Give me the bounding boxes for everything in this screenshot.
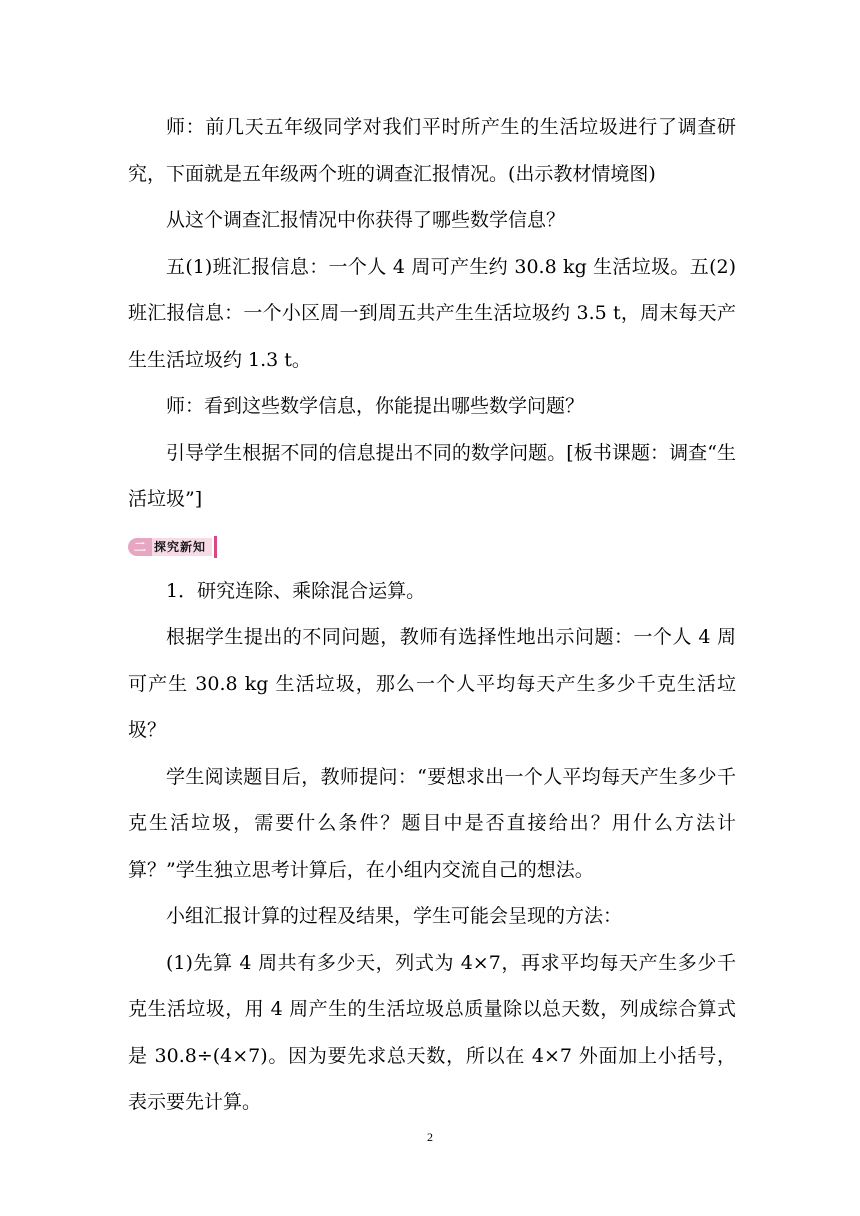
page-number: 2 [427, 1130, 433, 1144]
paragraph: 根据学生提出的不同问题，教师有选择性地出示问题：一个人 4 周可产生 30.8 kg 生活垃圾，那么一个人平均每天产生多少千克生活垃圾？ [128, 626, 736, 741]
paragraph: 小组汇报计算的过程及结果，学生可能会呈现的方法： [166, 905, 623, 927]
paragraph: 师：前几天五年级同学对我们平时所产生的生活垃圾进行了调查研究，下面就是五年级两个班的调查汇报情况。(出示教材情境图) [128, 116, 736, 185]
paragraph: 引导学生根据不同的信息提出不同的数学问题。[板书课题：调查“生活垃圾”] [128, 441, 736, 510]
paragraph: 五(1)班汇报信息：一个人 4 周可产生约 30.8 kg 生活垃圾。五(2)班汇报信息：一个小区周一到周五共产生生活垃圾约 3.5 t，周末每天产生生活垃圾约 1.3 t。 [128, 255, 736, 371]
paragraph: 学生阅读题目后，教师提问：“要想求出一个人平均每天产生多少千克生活垃圾，需要什么条件？题目中是否直接给出？用什么方法计算？”学生独立思考计算后，在小组内交流自己的想法。 [128, 765, 736, 881]
section-heading [128, 534, 736, 560]
paragraph: (1)先算 4 周共有多少天，列式为 4×7，再求平均每天产生多少千克生活垃圾，用 4 周产生的生活垃圾总质量除以总天数，列成综合算式是 30.8÷(4×7)。因为要先求总天数，所以在 4×7 外面加上小括号，表示要先计算。 [128, 951, 736, 1113]
section-accent-bar [214, 536, 217, 558]
paragraph: 从这个调查汇报情况中你获得了哪些数学信息？ [166, 209, 566, 231]
paragraph: 师：看到这些数学信息，你能提出哪些数学问题？ [166, 395, 585, 417]
section-title: 探究新知 [152, 538, 212, 556]
document-body [128, 104, 736, 1126]
paragraph: 1．研究连除、乘除混合运算。 [166, 579, 426, 602]
section-number: 二 [128, 538, 152, 556]
